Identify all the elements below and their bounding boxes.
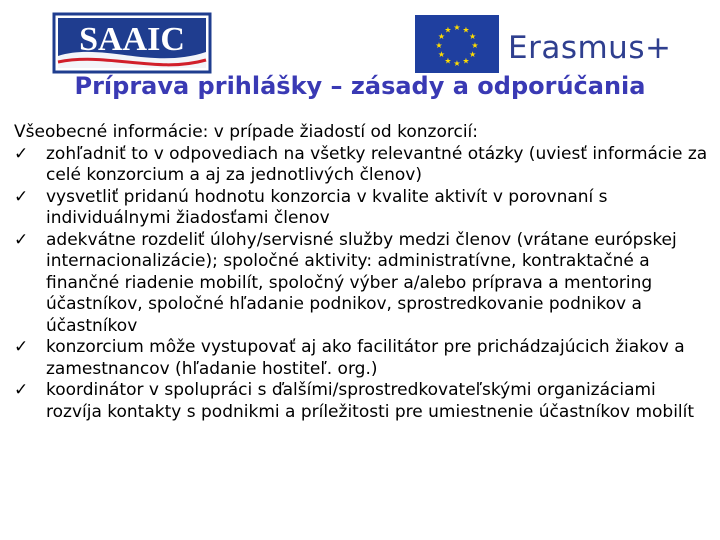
svg-text:★: ★ (444, 56, 452, 66)
svg-text:★: ★ (437, 32, 445, 41)
check-icon: ✓ (14, 337, 29, 357)
saaic-logo (52, 12, 212, 74)
erasmus-plus-logo-text: Erasmus+ (508, 30, 672, 66)
svg-text:★: ★ (462, 25, 470, 35)
svg-text:★: ★ (471, 41, 479, 50)
svg-text:★: ★ (444, 25, 452, 35)
list-item (14, 380, 714, 423)
list-item-text: zohľadniť to v odpovediach na všetky relevantné otázky (uviesť informácie za celé konzorcium a aj za jednotlivých členov) (46, 143, 708, 185)
list-item (14, 187, 714, 230)
bullet-list (14, 144, 714, 424)
list-item-text: adekvátne rozdeliť úlohy/servisné služby medzi členov (vrátane európskej internacionalizácie); spoločné aktivity: administratívne, kontraktačné a finančné riadenie mobilít, spoločný výber a/alebo príprava a mentoring účastníkov, spoločné hľadanie podnikov, sprostredkovanie podnikov a účastníkov (46, 229, 677, 336)
list-item (14, 337, 714, 380)
svg-text:★: ★ (469, 50, 477, 59)
svg-text:★: ★ (469, 32, 477, 41)
intro-text: Všeobecné informácie: v prípade žiadostí od konzorcií: (14, 122, 478, 142)
list-item-text: konzorcium môže vystupovať aj ako facilitátor pre prichádzajúcich žiakov a zamestnancov (hľadanie hostiteľ. org.) (46, 337, 685, 379)
svg-text:★: ★ (453, 23, 461, 32)
svg-text:★: ★ (453, 59, 461, 68)
eu-flag-logo (415, 15, 499, 73)
svg-text:★: ★ (435, 41, 443, 50)
list-item (14, 144, 714, 187)
check-icon: ✓ (14, 380, 29, 400)
page-title: Príprava prihlášky – zásady a odporúčania (74, 72, 646, 100)
svg-text:★: ★ (437, 50, 445, 59)
list-item (14, 230, 714, 338)
check-icon: ✓ (14, 143, 29, 164)
check-icon: ✓ (14, 229, 29, 250)
saaic-logo-text: SAAIC (79, 21, 185, 58)
svg-text:★: ★ (462, 56, 470, 66)
list-item-text: koordinátor v spolupráci s ďalšími/sprostredkovateľskými organizáciami rozvíja kontakty s podnikmi a príležitosti pre umiestnenie účastníkov mobilít (46, 380, 695, 422)
main-content (14, 122, 714, 423)
check-icon: ✓ (14, 186, 29, 207)
list-item-text: vysvetliť pridanú hodnotu konzorcia v kvalite aktivít v porovnaní s individuálnymi žiadosťami členov (46, 186, 608, 228)
